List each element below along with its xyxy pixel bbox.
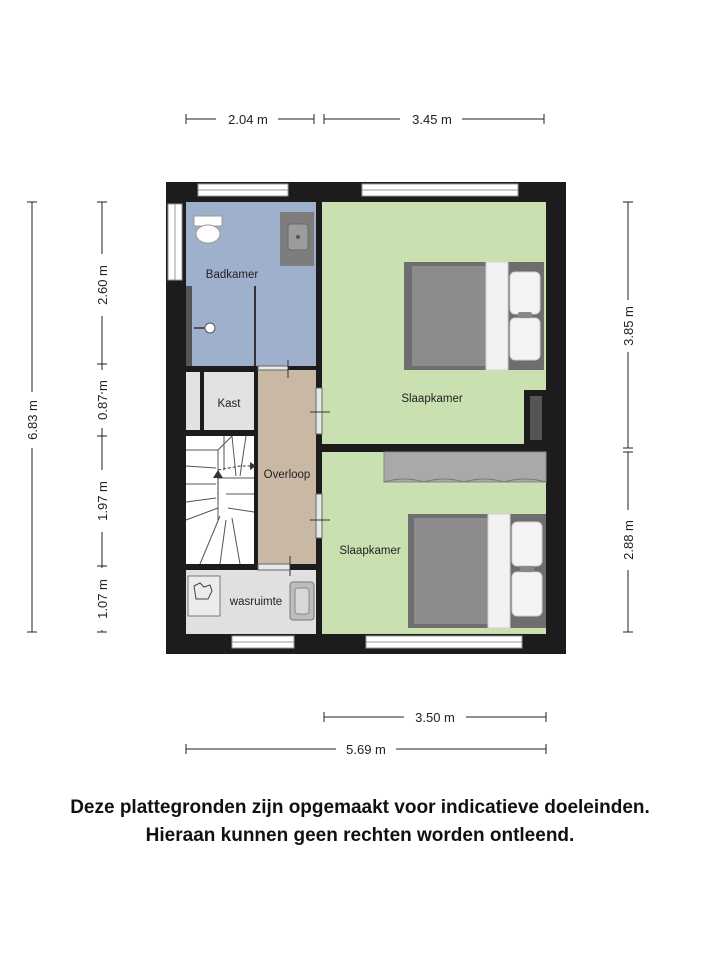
dim-top-right: 3.45 m — [412, 112, 452, 127]
dim-right-2: 2.88 m — [621, 520, 636, 560]
disclaimer-line-2: Hieraan kunnen geen rechten worden ontleend. — [145, 825, 575, 846]
bath-wall-left — [186, 286, 192, 366]
bed-icon-bottom — [408, 514, 546, 628]
label-wasruimte: wasruimte — [229, 596, 283, 608]
dim-bottom-total: 5.69 m — [346, 742, 386, 757]
bath-shower-glass — [254, 286, 256, 366]
room-kast-side — [186, 372, 200, 430]
washing-machine-icon — [188, 576, 220, 616]
dim-left-3: 1.97 m — [95, 481, 110, 521]
dim-right-1: 3.85 m — [621, 306, 636, 346]
sink-icon — [280, 212, 314, 266]
bed-icon-top — [404, 262, 544, 370]
dim-bottom-inner: 3.50 m — [415, 710, 455, 725]
bedroom-closet-door — [530, 396, 542, 440]
label-badkamer: Badkamer — [205, 269, 259, 281]
utility-sink-icon — [290, 582, 314, 620]
disclaimer-line-1: Deze plattegronden zijn opgemaakt voor indicatieve doeleinden. — [70, 797, 650, 818]
wardrobe-icon — [384, 452, 546, 482]
dim-left-4: 1.07 m — [95, 579, 110, 619]
label-overloop: Overloop — [263, 469, 311, 481]
dim-left-1: 2.60 m — [95, 265, 110, 305]
dim-top-left: 2.04 m — [228, 112, 268, 127]
room-overloop — [258, 370, 316, 566]
dim-left-total: 6.83 m — [25, 400, 40, 440]
toilet-icon — [194, 216, 222, 243]
room-stairs — [186, 436, 254, 564]
label-kast: Kast — [217, 398, 241, 410]
label-slaapkamer-top: Slaapkamer — [401, 393, 463, 405]
label-slaapkamer-bottom: Slaapkamer — [339, 545, 401, 557]
dim-left-2: 0.87 m — [95, 380, 110, 420]
